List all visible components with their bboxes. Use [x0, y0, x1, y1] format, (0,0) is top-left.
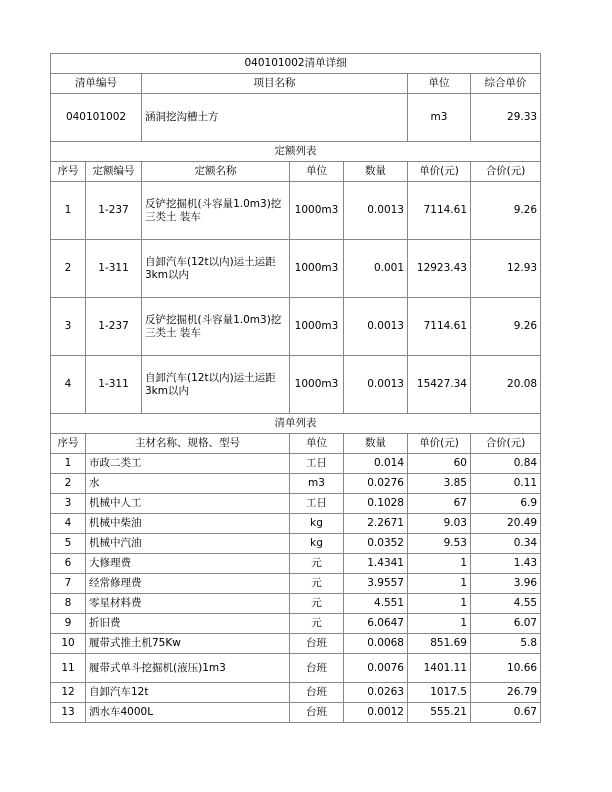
material-name: 机械中人工 — [86, 494, 290, 514]
materials-section-title: 清单列表 — [51, 414, 541, 434]
quota-unit: 1000m3 — [290, 182, 344, 240]
material-total: 0.34 — [471, 534, 541, 554]
quota-qty: 0.0013 — [344, 356, 408, 414]
material-total: 1.43 — [471, 554, 541, 574]
material-unit-price: 1 — [408, 574, 471, 594]
quota-code: 1-311 — [86, 356, 142, 414]
material-total: 0.11 — [471, 474, 541, 494]
material-name: 经常修理费 — [86, 574, 290, 594]
material-unit: kg — [290, 534, 344, 554]
material-unit: kg — [290, 514, 344, 534]
quota-code: 1-311 — [86, 240, 142, 298]
material-seq: 11 — [51, 654, 86, 683]
material-unit: m3 — [290, 474, 344, 494]
quota-qty: 0.0013 — [344, 182, 408, 240]
bill-price: 29.33 — [471, 94, 541, 142]
bill-code-header: 清单编号 — [51, 74, 142, 94]
material-row — [51, 594, 541, 614]
material-name: 履带式单斗挖掘机(液压)1m3 — [86, 654, 290, 683]
material-unit-price: 1017.5 — [408, 683, 471, 703]
material-unit: 台班 — [290, 654, 344, 683]
material-seq: 3 — [51, 494, 86, 514]
material-row — [51, 614, 541, 634]
material-total: 4.55 — [471, 594, 541, 614]
material-total-header: 合价(元) — [471, 434, 541, 454]
bill-header-row — [51, 74, 541, 94]
quota-seq: 1 — [51, 182, 86, 240]
quota-unit-price: 12923.43 — [408, 240, 471, 298]
quota-unit-price-header: 单价(元) — [408, 162, 471, 182]
bill-detail-table — [50, 53, 541, 723]
quota-seq: 3 — [51, 298, 86, 356]
material-unit: 台班 — [290, 703, 344, 723]
material-total: 6.9 — [471, 494, 541, 514]
material-unit: 元 — [290, 614, 344, 634]
quota-seq-header: 序号 — [51, 162, 86, 182]
material-unit: 台班 — [290, 634, 344, 654]
quota-total: 20.08 — [471, 356, 541, 414]
quota-name-header: 定额名称 — [142, 162, 290, 182]
quota-row — [51, 182, 541, 240]
material-unit-price: 9.03 — [408, 514, 471, 534]
material-unit: 工日 — [290, 454, 344, 474]
material-row — [51, 474, 541, 494]
material-row — [51, 683, 541, 703]
quota-row — [51, 356, 541, 414]
material-unit-price: 555.21 — [408, 703, 471, 723]
material-row — [51, 654, 541, 683]
material-row — [51, 534, 541, 554]
material-row — [51, 574, 541, 594]
material-qty: 2.2671 — [344, 514, 408, 534]
material-unit-price: 60 — [408, 454, 471, 474]
material-qty: 0.1028 — [344, 494, 408, 514]
quota-section-title: 定额列表 — [51, 142, 541, 162]
material-total: 10.66 — [471, 654, 541, 683]
material-seq: 1 — [51, 454, 86, 474]
material-qty: 3.9557 — [344, 574, 408, 594]
material-row — [51, 634, 541, 654]
bill-price-header: 综合单价 — [471, 74, 541, 94]
quota-code-header: 定额编号 — [86, 162, 142, 182]
quota-name: 自卸汽车(12t以内)运土运距3km以内 — [142, 356, 290, 414]
material-seq: 8 — [51, 594, 86, 614]
material-unit-price: 851.69 — [408, 634, 471, 654]
bill-unit: m3 — [408, 94, 471, 142]
quota-total: 9.26 — [471, 182, 541, 240]
material-total: 5.8 — [471, 634, 541, 654]
quota-unit-header: 单位 — [290, 162, 344, 182]
material-qty: 0.0076 — [344, 654, 408, 683]
quota-seq: 4 — [51, 356, 86, 414]
material-unit-price: 1401.11 — [408, 654, 471, 683]
bill-item-row — [51, 94, 541, 142]
material-name: 洒水车4000L — [86, 703, 290, 723]
material-total: 20.49 — [471, 514, 541, 534]
material-unit-price: 1 — [408, 554, 471, 574]
material-unit-price: 1 — [408, 614, 471, 634]
material-row — [51, 554, 541, 574]
quota-row — [51, 298, 541, 356]
quota-total-header: 合价(元) — [471, 162, 541, 182]
material-total: 26.79 — [471, 683, 541, 703]
material-total: 6.07 — [471, 614, 541, 634]
material-seq: 5 — [51, 534, 86, 554]
material-row — [51, 703, 541, 723]
quota-row — [51, 240, 541, 298]
quota-unit: 1000m3 — [290, 240, 344, 298]
bill-unit-header: 单位 — [408, 74, 471, 94]
quota-unit-price: 7114.61 — [408, 182, 471, 240]
quota-seq: 2 — [51, 240, 86, 298]
material-qty: 4.551 — [344, 594, 408, 614]
material-name: 大修理费 — [86, 554, 290, 574]
material-name: 机械中柴油 — [86, 514, 290, 534]
material-name: 市政二类工 — [86, 454, 290, 474]
bill-name: 涵洞挖沟槽土方 — [142, 94, 408, 142]
quota-total: 9.26 — [471, 298, 541, 356]
document-title: 040101002清单详细 — [51, 54, 541, 74]
material-unit-header: 单位 — [290, 434, 344, 454]
quota-name: 自卸汽车(12t以内)运土运距3km以内 — [142, 240, 290, 298]
material-qty: 1.4341 — [344, 554, 408, 574]
material-name-header: 主材名称、规格、型号 — [86, 434, 290, 454]
material-unit: 元 — [290, 594, 344, 614]
material-seq: 12 — [51, 683, 86, 703]
material-name: 履带式推土机75Kw — [86, 634, 290, 654]
material-qty: 0.0068 — [344, 634, 408, 654]
material-name: 零星材料费 — [86, 594, 290, 614]
bill-code: 040101002 — [51, 94, 142, 142]
material-qty: 0.0263 — [344, 683, 408, 703]
quota-code: 1-237 — [86, 182, 142, 240]
quota-header-row — [51, 162, 541, 182]
material-row — [51, 494, 541, 514]
material-qty: 0.0012 — [344, 703, 408, 723]
material-unit: 台班 — [290, 683, 344, 703]
quota-qty: 0.0013 — [344, 298, 408, 356]
material-seq-header: 序号 — [51, 434, 86, 454]
material-unit: 工日 — [290, 494, 344, 514]
material-seq: 10 — [51, 634, 86, 654]
material-seq: 9 — [51, 614, 86, 634]
material-qty: 0.0352 — [344, 534, 408, 554]
material-qty: 0.0276 — [344, 474, 408, 494]
material-total: 0.84 — [471, 454, 541, 474]
materials-header-row — [51, 434, 541, 454]
bill-name-header: 项目名称 — [142, 74, 408, 94]
material-row — [51, 454, 541, 474]
material-unit-price: 67 — [408, 494, 471, 514]
material-name: 自卸汽车12t — [86, 683, 290, 703]
material-unit-price-header: 单价(元) — [408, 434, 471, 454]
quota-qty-header: 数量 — [344, 162, 408, 182]
quota-unit-price: 15427.34 — [408, 356, 471, 414]
material-name: 水 — [86, 474, 290, 494]
quota-name: 反铲挖掘机(斗容量1.0m3)挖三类土 装车 — [142, 182, 290, 240]
material-name: 折旧费 — [86, 614, 290, 634]
material-unit-price: 1 — [408, 594, 471, 614]
material-seq: 13 — [51, 703, 86, 723]
material-total: 3.96 — [471, 574, 541, 594]
quota-name: 反铲挖掘机(斗容量1.0m3)挖三类土 装车 — [142, 298, 290, 356]
material-seq: 2 — [51, 474, 86, 494]
material-qty-header: 数量 — [344, 434, 408, 454]
material-qty: 0.014 — [344, 454, 408, 474]
quota-unit: 1000m3 — [290, 356, 344, 414]
material-seq: 6 — [51, 554, 86, 574]
material-seq: 7 — [51, 574, 86, 594]
material-unit: 元 — [290, 574, 344, 594]
material-unit: 元 — [290, 554, 344, 574]
material-unit-price: 9.53 — [408, 534, 471, 554]
material-qty: 6.0647 — [344, 614, 408, 634]
material-name: 机械中汽油 — [86, 534, 290, 554]
quota-unit-price: 7114.61 — [408, 298, 471, 356]
quota-qty: 0.001 — [344, 240, 408, 298]
material-total: 0.67 — [471, 703, 541, 723]
material-row — [51, 514, 541, 534]
quota-total: 12.93 — [471, 240, 541, 298]
material-unit-price: 3.85 — [408, 474, 471, 494]
quota-code: 1-237 — [86, 298, 142, 356]
quota-unit: 1000m3 — [290, 298, 344, 356]
material-seq: 4 — [51, 514, 86, 534]
